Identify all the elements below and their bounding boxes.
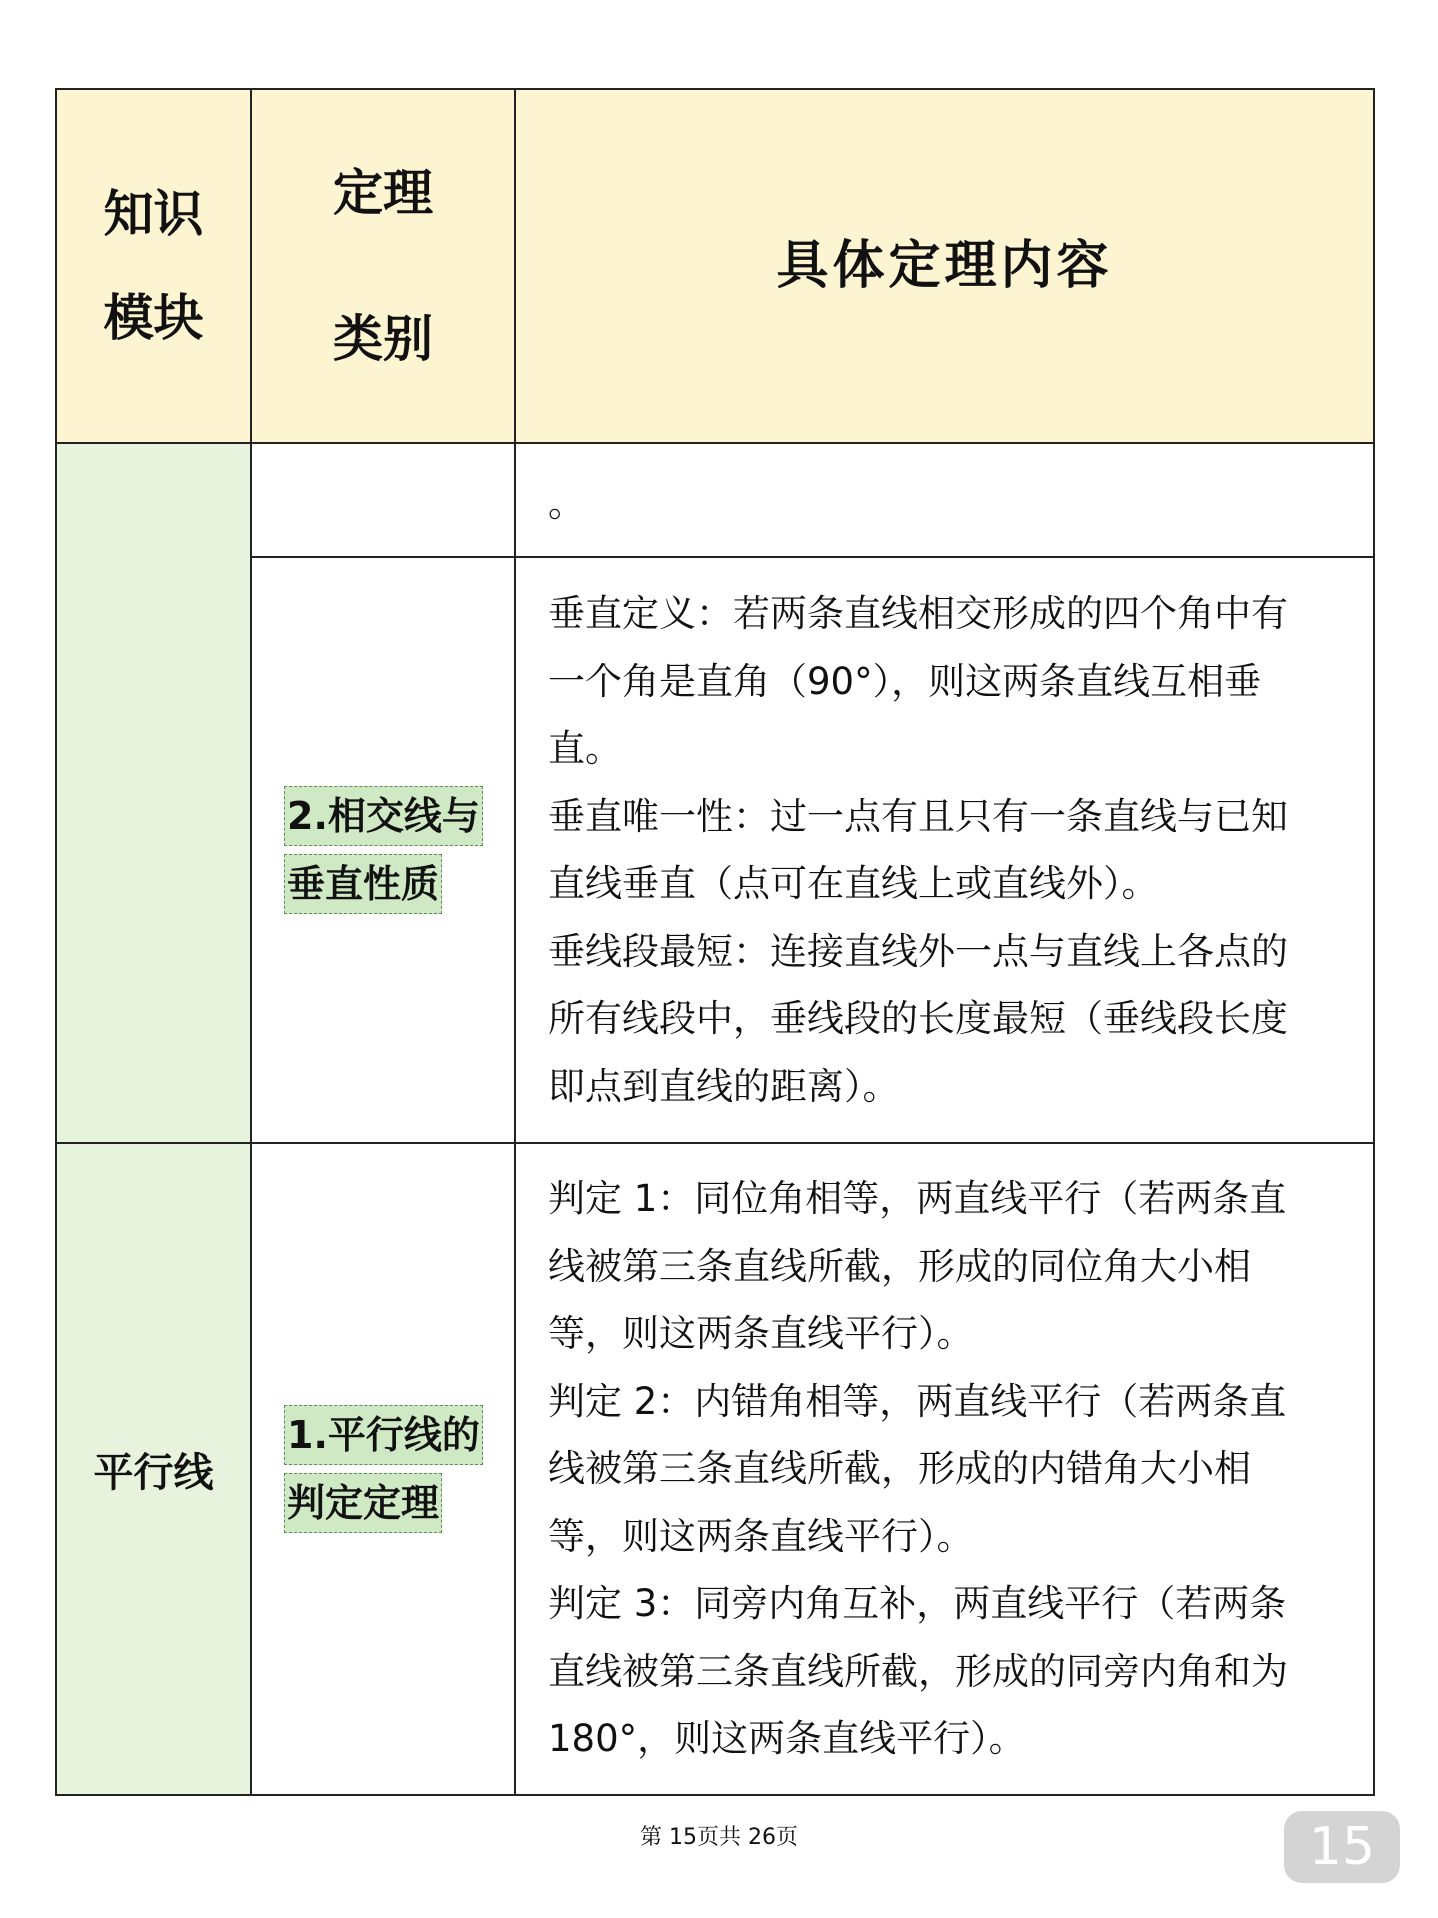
category-tag: 垂直性质 — [284, 854, 442, 914]
content-cell — [515, 1143, 1374, 1795]
content-line: 直。 — [548, 727, 622, 770]
content-line: 垂直唯一性：过一点有且只有一条直线与已知 — [548, 794, 1288, 838]
module-cell-blank — [56, 443, 251, 1143]
table-row — [56, 443, 1374, 557]
category-tag: 2.相交线与 — [284, 786, 483, 846]
header-theorem-content — [515, 89, 1374, 443]
page-footer: 第 15页共 26页 — [640, 1825, 798, 1850]
content-line: 一个角是直角（90°），则这两条直线互相垂 — [548, 659, 1262, 703]
content-line: 垂直定义：若两条直线相交形成的四个角中有 — [548, 592, 1288, 635]
table-row — [56, 557, 1374, 1143]
header-col1-line2: 模块 — [103, 288, 204, 347]
header-col3: 具体定理内容 — [776, 235, 1113, 296]
category-tag: 判定定理 — [284, 1473, 442, 1533]
category-cell — [251, 557, 515, 1143]
content-line: 等，则这两条直线平行）。 — [548, 1514, 974, 1558]
content-cell — [515, 443, 1374, 557]
content-line: 判定 3：同旁内角互补，两直线平行（若两条 — [548, 1582, 1287, 1626]
module-label: 平行线 — [93, 1449, 214, 1496]
content-line: 线被第三条直线所截，形成的内错角大小相 — [548, 1447, 1251, 1491]
header-col2-line2: 类别 — [333, 309, 433, 368]
category-cell-blank — [251, 443, 515, 557]
content-line: 判定 1：同位角相等，两直线平行（若两条直 — [548, 1177, 1287, 1221]
category-cell — [251, 1143, 515, 1795]
content-line: 直线垂直（点可在直线上或直线外）。 — [548, 862, 1159, 905]
content-line: 直线被第三条直线所截，形成的同旁内角和为 — [548, 1649, 1288, 1693]
content-cell — [515, 557, 1374, 1143]
module-cell — [56, 1143, 251, 1795]
table-row — [56, 1143, 1374, 1795]
content-line: 即点到直线的距离）。 — [548, 1064, 900, 1108]
header-theorem-category — [251, 89, 515, 443]
content-line: 所有线段中，垂线段的长度最短（垂线段长度 — [548, 997, 1288, 1040]
content-line: 线被第三条直线所截，形成的同位角大小相 — [548, 1244, 1251, 1288]
theorem-table — [55, 88, 1375, 1796]
header-col1-line1: 知识 — [103, 184, 204, 243]
page-number-badge: 15 — [1284, 1811, 1400, 1883]
content-line: 等，则这两条直线平行）。 — [548, 1312, 974, 1356]
header-col2-line1: 定理 — [333, 163, 433, 222]
content-line: 判定 2：内错角相等，两直线平行（若两条直 — [548, 1379, 1287, 1423]
continuation-text: 。 — [548, 482, 585, 525]
content-line: 垂线段最短：连接直线外一点与直线上各点的 — [548, 929, 1288, 973]
content-line: 180°，则这两条直线平行）。 — [548, 1717, 1026, 1761]
header-row — [56, 89, 1374, 443]
header-knowledge-module — [56, 89, 251, 443]
category-tag: 1.平行线的 — [284, 1405, 483, 1465]
